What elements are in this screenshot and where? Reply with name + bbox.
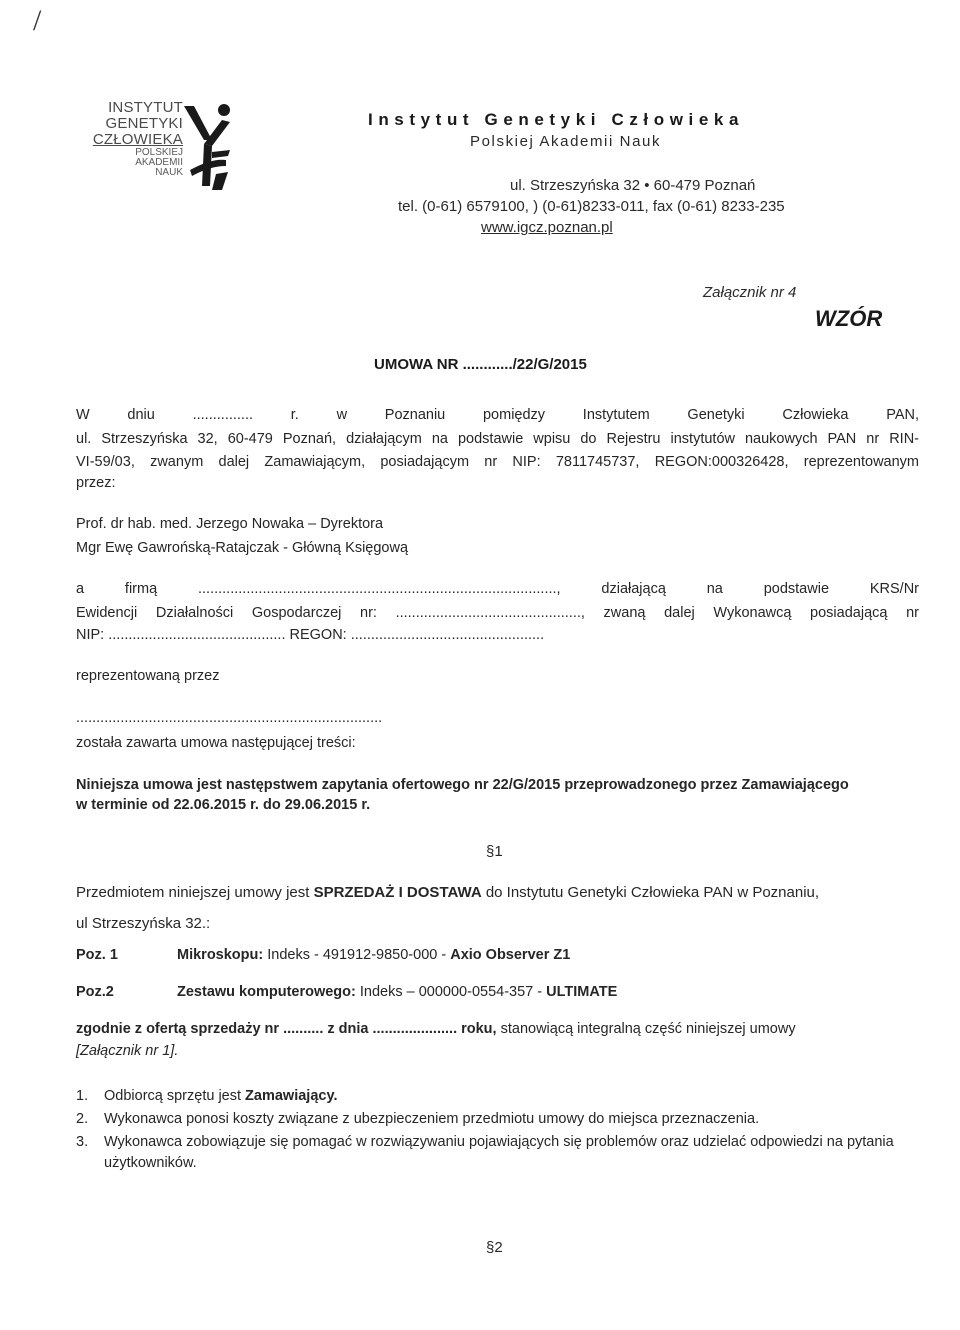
contractor-line-3: NIP: ............................................ REGON: ................................................ [76,627,545,643]
position-2-item: Zestawu komputerowego: [177,984,356,1000]
section-1-heading: §1 [486,843,503,860]
intro-line-2: ul. Strzeszyńska 32, 60-479 Poznań, działającym na podstawie wpisu do Rejestru instytutów naukowych PAN nr RIN- [76,431,919,447]
template-label: WZÓR [815,306,883,331]
logo-line-6: NAUK [155,167,183,178]
institute-website-link[interactable]: www.igcz.poznan.pl [481,219,613,236]
subject-bold: SPRZEDAŻ I DOSTAWA [313,884,482,901]
position-1-text [177,947,570,963]
intro-line-1: W dniu ............... r. w Poznaniu pomiędzy Instytutem Genetyki Człowieka PAN, [76,407,919,423]
list-item-text [104,1086,921,1107]
list-item [76,1132,921,1174]
concluded-statement: została zawarta umowa następującej treści: [76,735,356,751]
institute-phone: tel. (0-61) 6579100, ) (0-61)8233-011, fax (0-61) 8233-235 [398,198,785,215]
position-1-label: Poz. 1 [76,947,118,963]
dna-figure-icon [182,100,234,192]
intro-line-4: przez: [76,475,116,491]
position-2-label: Poz.2 [76,984,114,1000]
signature-dots-line: ............................................................................ [76,710,383,726]
position-1-index: Indeks - 491912-9850-000 - [263,947,451,963]
list-item-bold: Zamawiający. [245,1088,338,1104]
section-2-heading: §2 [486,1239,503,1256]
offer-line-1 [76,1021,796,1037]
subject-line-1 [76,884,819,901]
representative-1: Prof. dr hab. med. Jerzego Nowaka – Dyrektora [76,516,384,532]
list-item-number: 2. [76,1111,89,1127]
list-item-number: 3. [76,1134,89,1150]
logo-text [75,100,183,178]
contractor-line-2: Ewidencji Działalności Gospodarczej nr: .............................................., zwaną dalej Wykonawcą posiadającą nr [76,605,919,621]
notice-line-2: w terminie od 22.06.2015 r. do 29.06.2015 r. [76,797,371,813]
obligations-list [76,1086,921,1174]
list-item [76,1109,921,1130]
intro-line-3: VI-59/03, zwanym dalej Zamawiającym, posiadającym nr NIP: 7811745737, REGON:000326428, reprezentowanym [76,454,919,470]
institute-subtitle: Polskiej Akademii Nauk [470,133,662,150]
attachment-label: Załącznik nr 4 [703,284,797,301]
position-2-text [177,984,617,1000]
contractor-line-1: a firmą ........................................................................................., działającą na podstawie KRS/Nr [76,581,919,597]
list-item-plain: Odbiorcą sprzętu jest [104,1088,246,1104]
representative-2: Mgr Ewę Gawrońską-Ratajczak - Główną Księgową [76,540,409,556]
list-item-number: 1. [76,1088,89,1104]
subject-post: do Instytutu Genetyki Człowieka PAN w Poznaniu, [481,884,820,901]
position-1-model: Axio Observer Z1 [450,947,571,963]
offer-attachment: [Załącznik nr 1]. [76,1043,179,1059]
contract-title: UMOWA NR ............/22/G/2015 [374,356,587,373]
position-2-model: ULTIMATE [546,984,618,1000]
subject-line-2: ul Strzeszyńska 32.: [76,915,211,932]
position-1-item: Mikroskopu: [177,947,264,963]
logo-line-2: GENETYKI [105,115,183,132]
offer-bold: zgodnie z ofertą sprzedaży nr .......... z dnia ..................... roku, [76,1021,497,1037]
offer-text: stanowiącą integralną część niniejszej umowy [496,1021,796,1037]
logo-line-3: CZŁOWIEKA [92,131,183,148]
logo-line-1: INSTYTUT [108,99,183,116]
notice-line-1: Niniejsza umowa jest następstwem zapytania ofertowego nr 22/G/2015 przeprowadzonego przez Zamawiającego [76,777,849,793]
institute-name: Instytut Genetyki Człowieka [368,110,745,129]
institute-logo [70,100,240,196]
list-item-text: Wykonawca ponosi koszty związane z ubezpieczeniem przedmiotu umowy do miejsca przeznaczenia. [104,1111,760,1127]
subject-pre: Przedmiotem niniejszej umowy jest [76,884,314,901]
list-item [76,1086,921,1107]
logo-line-4: POLSKIEJ [135,147,183,158]
scan-mark: / [33,4,42,37]
logo-line-5: AKADEMII [135,157,183,168]
represented-by-label: reprezentowaną przez [76,668,220,684]
position-2-index: Indeks – 000000-0554-357 - [355,984,547,1000]
list-item-text: Wykonawca zobowiązuje się pomagać w rozwiązywaniu pojawiających się problemów oraz udzielać odpowiedzi na pytania użytkowników. [104,1134,894,1171]
institute-address: ul. Strzeszyńska 32 • 60-479 Poznań [510,177,756,194]
